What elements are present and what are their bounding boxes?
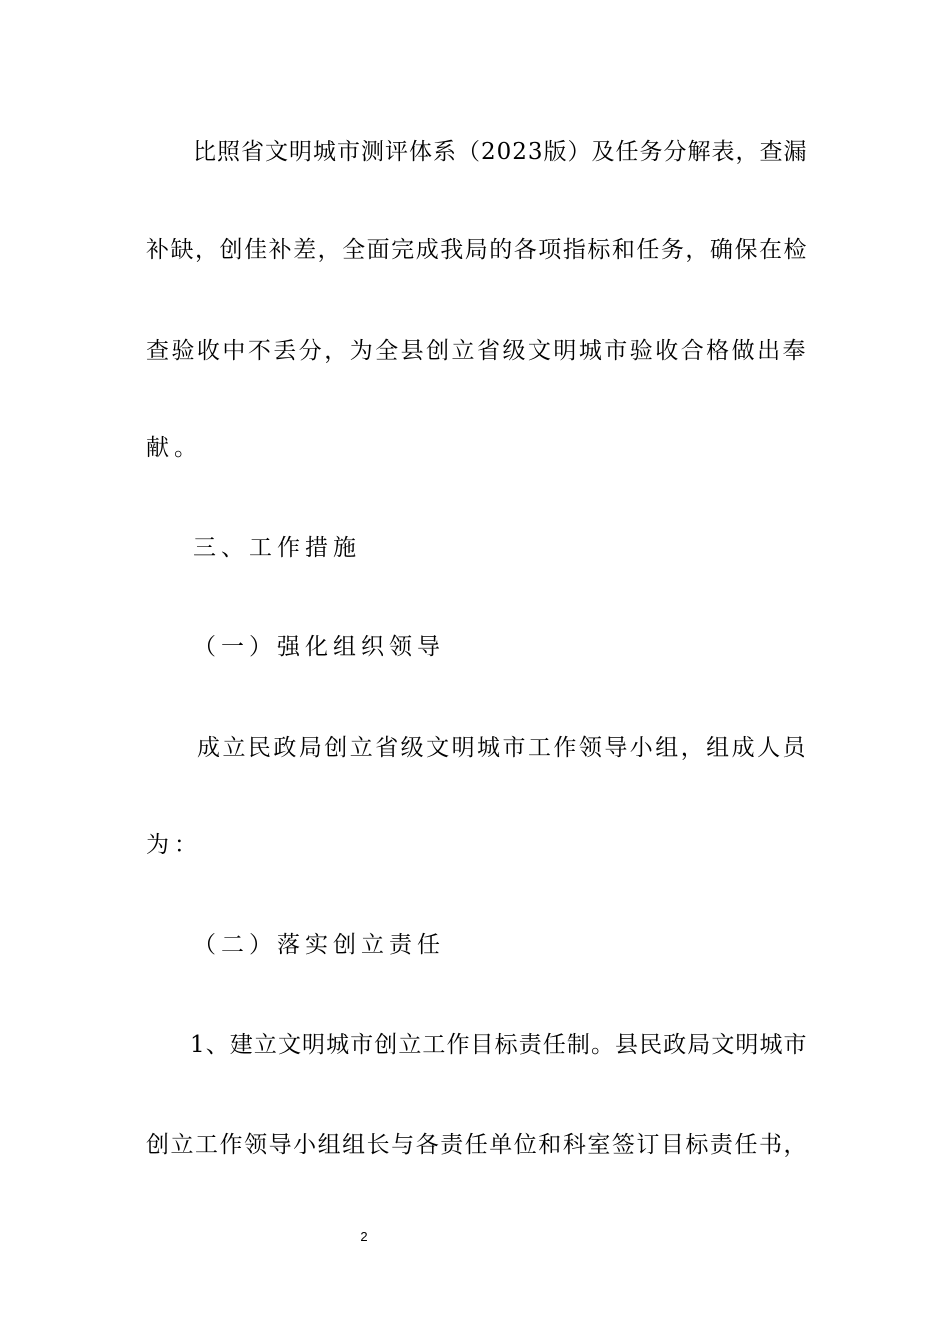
section-heading: 三、工作措施 [193, 535, 361, 561]
paragraph-line: 成立民政局创立省级文明城市工作领导小组，组成人员 [197, 735, 808, 761]
paragraph-line: 查验收中不丢分，为全县创立省级文明城市验收合格做出奉 [146, 338, 808, 364]
page-number: 2 [360, 1229, 368, 1244]
paragraph-line: 补缺，创佳补差，全面完成我局的各项指标和任务，确保在检 [146, 237, 808, 263]
paragraph-line: 1、建立文明城市创立工作目标责任制。县民政局文明城市 [190, 1032, 808, 1058]
subsection-heading: （一）强化组织领导 [193, 634, 445, 660]
paragraph-line: 为： [146, 832, 202, 858]
paragraph-line: 献。 [146, 435, 202, 461]
paragraph-line: 创立工作领导小组组长与各责任单位和科室签订目标责任书， [146, 1132, 808, 1158]
subsection-heading: （二）落实创立责任 [193, 932, 445, 958]
paragraph-line: 比照省文明城市测评体系（2023版）及任务分解表，查漏 [193, 139, 808, 165]
